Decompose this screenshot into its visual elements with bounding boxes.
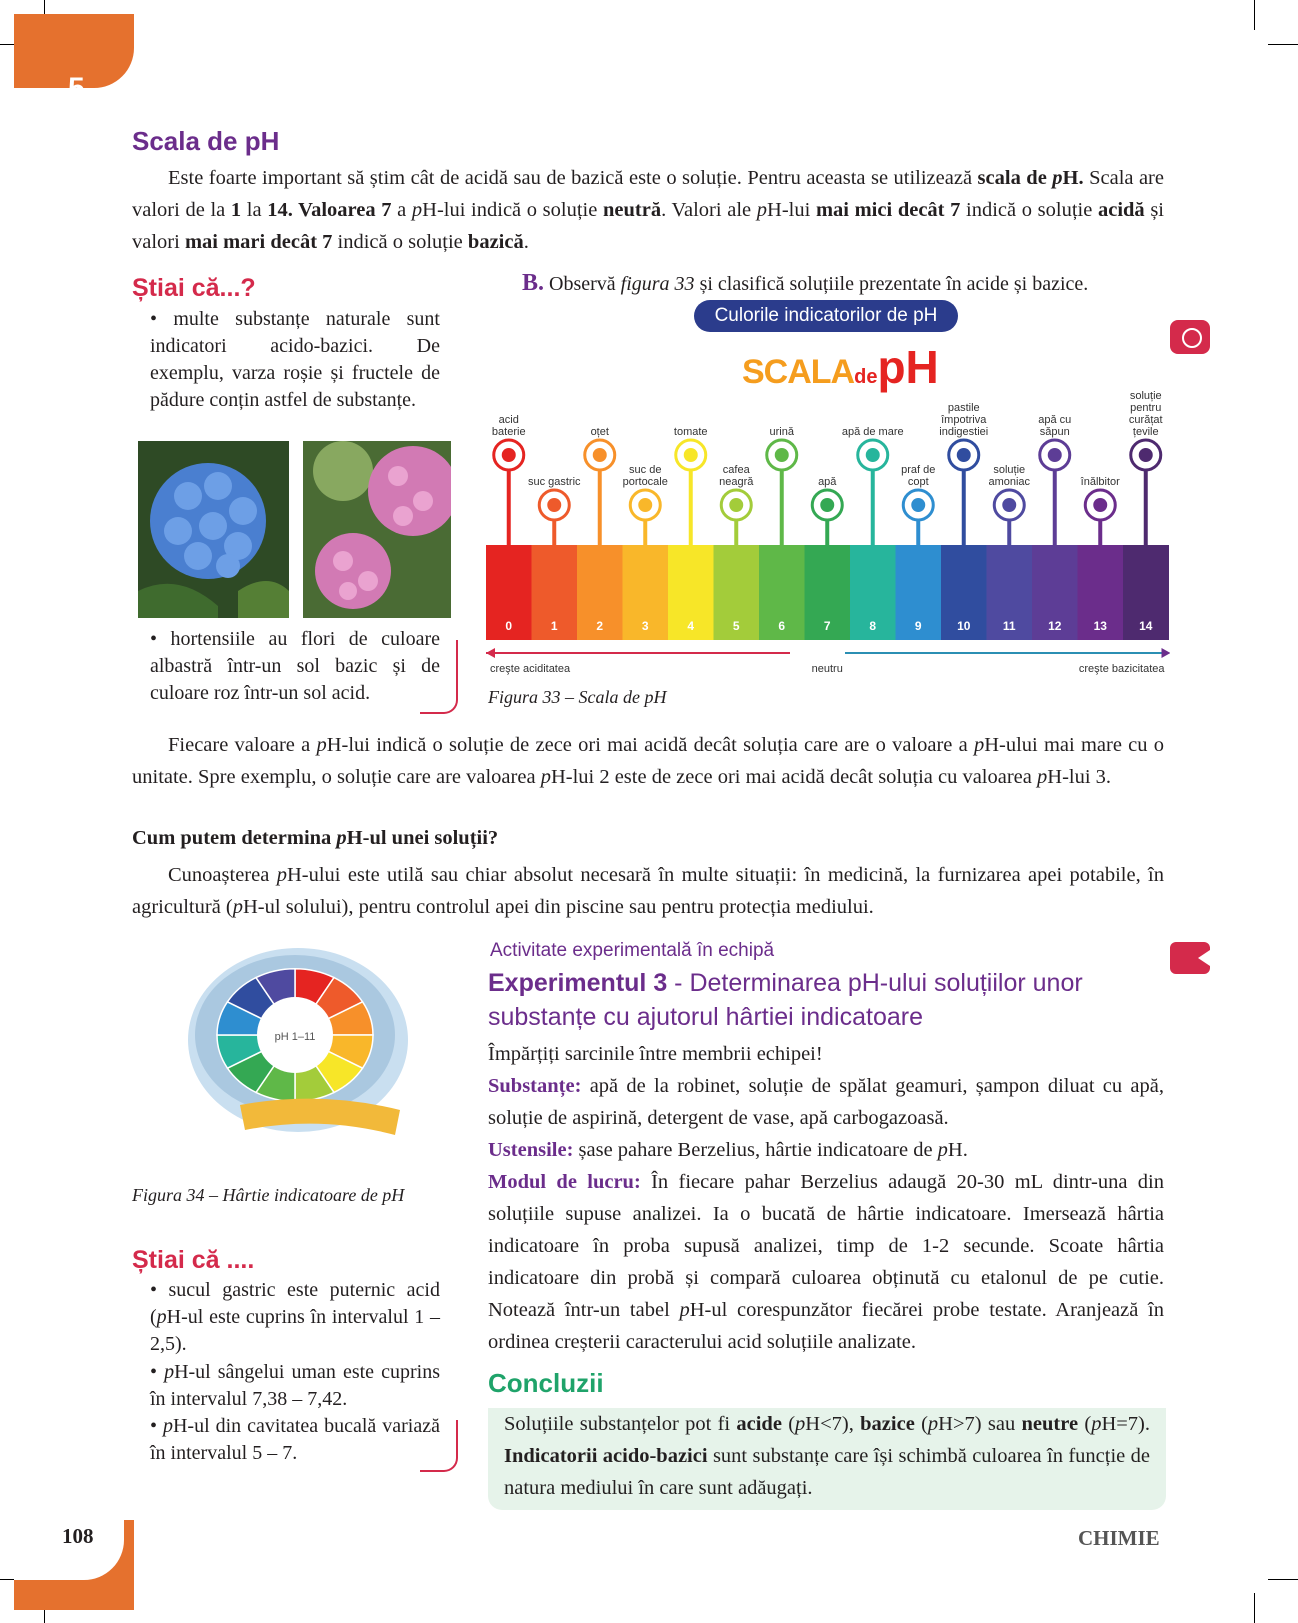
ph-item-label: pastile [947,402,980,414]
ph-item-label: apă [818,476,837,488]
ph-value-label: 13 [1093,619,1107,633]
indicator-paper-image [180,940,420,1160]
crop-mark [1268,44,1298,45]
ph-word: pH [877,341,939,393]
ph-item-icon-dot [957,448,971,462]
ph-item-icon-dot [820,498,834,512]
ph-item-label: țevile [1132,426,1159,438]
video-icon [1170,942,1210,974]
substances-label: Substanțe: [488,1075,582,1097]
footer-subject: CHIMIE [1078,1526,1160,1550]
ph-item-icon-dot [729,498,743,512]
ph-item-icon-dot [911,498,925,512]
ph-item-icon-dot [638,498,652,512]
ph-item-label: tomate [673,426,708,438]
ph-item-icon-dot [593,448,607,462]
method-text: În fiecare pahar Berzelius adaugă 20-30 mL dintr-una din soluțiile supuse analizei. Ia o bucată de hârtie indicatoare. Imersează hârtia indicatoare în proba supusă analizei, timp de 1-2 secunde. Scoate hârtia indicatoare din probă și compară culoarea obținută cu etalonul de pe cutie. Notează într-un tabel pH-ul corespunzător fiecărei probe testate. Aranjează în ordinea creșterii caracterului acid soluțiile analizate. [488,1171,1164,1353]
conclusions-box [488,1408,1166,1510]
ph-item-label: oțet [590,426,609,438]
camera-icon [1170,320,1210,354]
did-you-know-item: • pH-ul din cavitatea bucală variază în intervalul 5 – 7. [150,1415,440,1464]
ph-item-icon-dot [684,448,698,462]
experiment-intro: Împărțiți sarcinile între membrii echipei! [488,1043,823,1065]
chapter-number: 5 [68,72,85,105]
tools-text: șase pahare Berzelius, hârtie indicatoare de pH. [573,1139,968,1161]
ph-item-label: săpun [1039,426,1070,438]
ph-item-icon-dot [775,448,789,462]
ph-value-label: 12 [1048,619,1062,633]
experiment-tools [488,1134,1164,1166]
decorative-line [420,1420,458,1472]
ph-item-icon-dot [1093,498,1107,512]
ph-value-label: 9 [914,619,922,633]
basicity-label: creşte bazicitatea [1078,663,1165,675]
ph-item-label: înălbitor [1080,476,1120,488]
de-word: de [854,366,878,388]
ph-value-label: 1 [550,619,558,633]
ph-item-label: soluție [1129,390,1162,402]
ph-item-label: apă cu [1038,414,1072,426]
ph-item-label: soluție [993,464,1026,476]
ph-value-label: 7 [823,619,831,633]
ph-item-label: acid [498,414,519,426]
ph-item-label: portocale [622,476,668,488]
ph-item-label: împotriva [941,414,987,426]
crop-mark [1254,0,1255,30]
did-you-know-title: Știai că .... [132,1246,255,1274]
ph-value-label: 8 [869,619,877,633]
ph-item-icon-dot [866,448,880,462]
ph-item-label: suc gastric [527,476,581,488]
paper-label: pH 1–11 [274,1031,316,1043]
ph-value-label: 6 [778,619,786,633]
paragraph: Fiecare valoare a pH-lui indică o soluție de zece ori mai acidă decât soluția care are o valoare a pH-ului mai mare cu o unitate. Spre exemplu, o soluție care are valoarea pH-lui 2 este de zece ori mai acidă decât soluția cu valoarea pH-lui 3. [132,734,1164,788]
ph-item-label: cafea [722,464,750,476]
substances-text: apă de la robinet, soluție de spălat geamuri, șampon diluat cu apă, soluție de aspirină, detergent de vase, apă carbogazoasă. [488,1075,1164,1129]
ph-item-label: curățat [1128,414,1163,426]
ph-value-label: 3 [641,619,649,633]
experiment-title: Experimentul 3 - Determinarea pH-ului soluțiilor unor substanțe cu ajutorul hârtiei indicatoare [488,969,1083,1031]
experiment-substances [488,1070,1164,1134]
scala-word: SCALA [742,353,855,391]
section-title: Scala de pH [132,126,280,156]
figure-caption: Figura 34 – Hârtie indicatoare de pH [132,1185,405,1205]
experiment-method [488,1166,1164,1358]
ph-scale-chart [480,380,1170,680]
blue-hydrangea-image [138,441,289,618]
ph-item-label: pentru [1130,402,1162,414]
ph-item-label: indigestiei [939,426,989,438]
ph-value-label: 11 [1002,619,1016,633]
ph-item-label: neagră [719,476,754,488]
activity-label: Activitate experimentală în echipă [490,940,775,961]
conclusions-text: Soluțiile substanțelor pot fi acide (pH<7), bazice (pH>7) sau neutre (pH=7). Indicatorii acido-bazici sunt substanțe care își schimbă culoarea în funcție de natura mediului în care sunt adăugați. [504,1413,1151,1499]
ph-item-label: suc de [629,464,662,476]
ph-item-icon-dot [1048,448,1062,462]
crop-mark [1268,1579,1298,1580]
acidity-label: creşte aciditatea [490,663,571,675]
task-b [522,270,1088,297]
did-you-know-item: • multe substanțe naturale sunt indicatori acido-bazici. De exemplu, varza roșie și fructele de pădure conțin astfel de substanțe. [150,308,440,411]
ph-value-label: 4 [687,619,695,633]
did-you-know-item: • hortensiile au flori de culoare albastră într-un sol bazic și de culoare roz într-un sol acid. [150,628,440,704]
ph-item-label: apă de mare [841,426,904,438]
acidity-arrowhead [486,648,495,658]
ph-item-label: urină [769,426,794,438]
conclusions-title: Concluzii [488,1368,604,1398]
intro-paragraph: Este foarte important să știm cât de acidă sau de bazică este o soluție. Pentru aceasta se utilizează scala de pH. Scala are valori de la 1 la 14. Valoarea 7 a pH-lui indică o soluție neutră. Valori ale pH-lui mai mici decât 7 indică o soluție acidă și valori mai mari decât 7 indică o soluție bazică. [132,167,1165,253]
tools-label: Ustensile: [488,1139,574,1161]
ph-item-label: copt [907,476,929,488]
did-you-know-item: • sucul gastric este puternic acid (pH-ul este cuprins în intervalul 1 – 2,5). [150,1279,440,1355]
ph-item-icon-dot [1002,498,1016,512]
method-label: Modul de lucru: [488,1171,641,1193]
pink-hydrangea-image [303,441,451,618]
figure-caption: Figura 33 – Scala de pH [488,687,667,707]
ph-item-label: baterie [491,426,526,438]
ph-item-label: praf de [901,464,936,476]
decorative-line [420,640,458,714]
page-number: 108 [62,1524,94,1548]
ph-value-label: 5 [732,619,740,633]
did-you-know-title: Știai că...? [132,274,256,302]
ph-item-icon-dot [1139,448,1153,462]
did-you-know-item: • pH-ul sângelui uman este cuprins în intervalul 7,38 – 7,42. [150,1361,440,1410]
figure-banner: Culorile indicatorilor de pH [694,300,958,332]
ph-item-icon-dot [502,448,516,462]
ph-value-label: 14 [1139,619,1153,633]
neutral-label: neutru [811,663,843,675]
basicity-arrowhead [1162,648,1171,658]
paragraph: Cunoașterea pH-ului este utilă sau chiar absolut necesară în multe situații: în medicină, la furnizarea apei potabile, în agricultură (pH-ul solului), pentru controlul apei din piscine sau pentru protecția mediului. [132,864,1164,918]
ph-value-label: 0 [505,619,513,633]
task-letter: B. [522,270,545,296]
crop-mark [1254,1593,1255,1623]
ph-value-label: 2 [596,619,604,633]
ph-value-label: 10 [957,619,971,633]
question-heading: Cum putem determina pH-ul unei soluții? [132,827,499,849]
ph-item-label: amoniac [988,476,1031,488]
ph-item-icon-dot [547,498,561,512]
task-text: Observă figura 33 și clasifică soluțiile prezentate în acide și bazice. [549,273,1089,295]
